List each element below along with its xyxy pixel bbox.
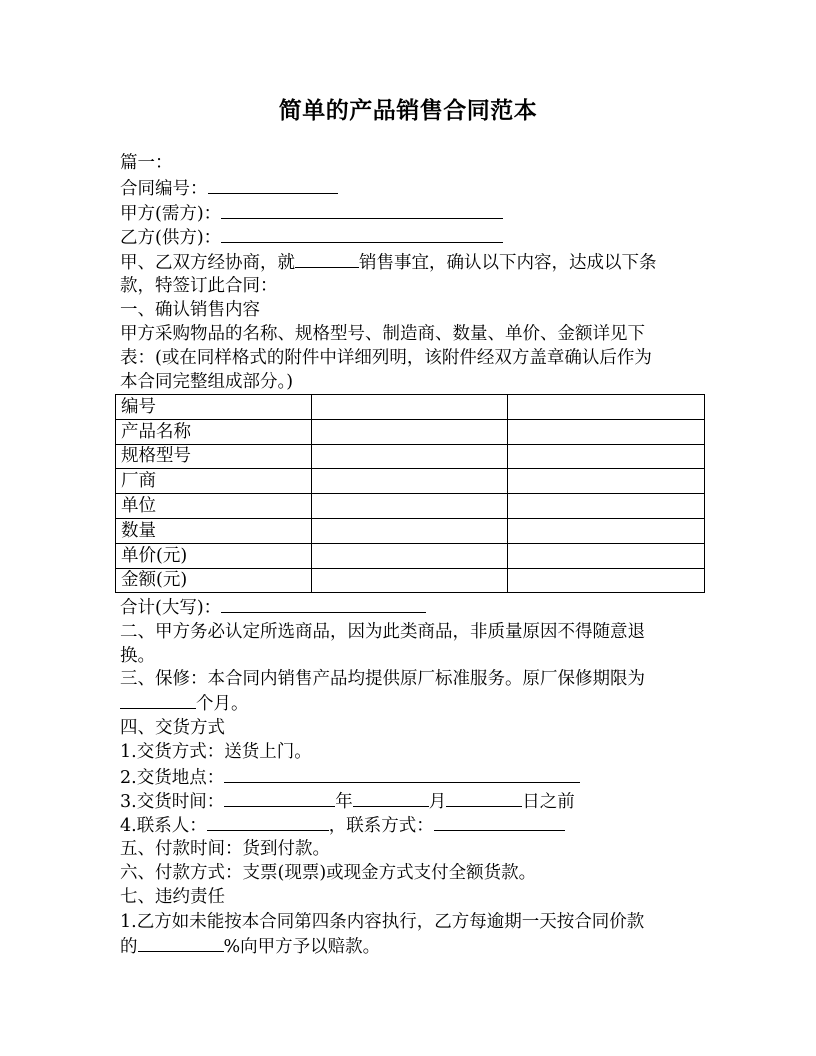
section7-prefix: 的: [120, 937, 138, 957]
row-label: 单价(元): [116, 543, 312, 568]
party-b-blank[interactable]: [221, 225, 503, 243]
section6-text: 六、付款方式：支票(现票)或现金方式支付全额货款。: [120, 863, 537, 883]
party-a-line: [120, 201, 503, 227]
table-cell[interactable]: [508, 518, 705, 543]
row-label: 编号: [116, 395, 312, 420]
total-label: 合计(大写)：: [120, 598, 222, 618]
section7-line-2: [120, 934, 380, 960]
table-cell[interactable]: [508, 444, 705, 469]
section3-text-1: 三、保修：本合同内销售产品均提供原厂标准服务。原厂保修期限为: [120, 669, 645, 689]
table-row: [116, 444, 705, 469]
table-cell[interactable]: [312, 568, 508, 593]
table-cell[interactable]: [312, 543, 508, 568]
table-row: [116, 494, 705, 519]
contact-person-blank[interactable]: [207, 813, 329, 831]
product-blank[interactable]: [295, 250, 359, 268]
row-label: 产品名称: [116, 419, 312, 444]
contract-number-blank[interactable]: [208, 176, 338, 194]
section7-text-1: 1.乙方如未能按本合同第四条内容执行，乙方每逾期一天按合同价款: [120, 912, 645, 932]
section2-text-1: 二、甲方务必认定所选商品，因为此类商品，非质量原因不得随意退: [120, 622, 645, 642]
total-line: [120, 595, 426, 621]
day-label: 日之前: [522, 792, 575, 812]
section7-suffix: %向甲方予以赔款。: [223, 937, 381, 957]
table-row: [116, 543, 705, 568]
section2-text-2: 换。: [120, 646, 155, 666]
contact-method-label: ，联系方式：: [328, 816, 434, 836]
section3-line-2: [120, 691, 249, 717]
table-cell[interactable]: [312, 518, 508, 543]
table-row: [116, 419, 705, 444]
table-row: [116, 518, 705, 543]
section1-heading: 一、确认销售内容: [120, 300, 260, 320]
year-label: 年: [335, 792, 353, 812]
table-row: [116, 395, 705, 420]
document-title: 简单的产品销售合同范本: [278, 97, 538, 124]
table-cell[interactable]: [508, 469, 705, 494]
row-label: 金额(元): [116, 568, 312, 593]
section1-text-2: 表：(或在同样格式的附件中详细列明，该附件经双方盖章确认后作为: [120, 348, 652, 368]
delivery-location-blank[interactable]: [224, 765, 580, 783]
contact-line: [120, 813, 565, 839]
section-label: 篇一：: [120, 153, 173, 173]
table-cell[interactable]: [508, 568, 705, 593]
contact-method-blank[interactable]: [434, 813, 565, 831]
preamble-line-2: 款，特签订此合同：: [120, 276, 278, 296]
table-cell[interactable]: [508, 543, 705, 568]
contract-number-label: 合同编号：: [120, 179, 208, 199]
delivery-time-label: 3.交货时间：: [120, 792, 225, 812]
row-label: 单位: [116, 494, 312, 519]
penalty-percent-blank[interactable]: [138, 934, 224, 952]
table-cell[interactable]: [312, 419, 508, 444]
table-cell[interactable]: [508, 494, 705, 519]
section1-text-3: 本合同完整组成部分。): [120, 372, 294, 392]
section7-heading: 七、违约责任: [120, 887, 225, 907]
year-blank[interactable]: [224, 789, 335, 807]
section3-suffix: 个月。: [196, 694, 249, 714]
table-cell[interactable]: [508, 395, 705, 420]
row-label: 数量: [116, 518, 312, 543]
row-label: 厂商: [116, 469, 312, 494]
delivery-location-label: 2.交货地点：: [120, 768, 225, 788]
total-blank[interactable]: [221, 595, 426, 613]
delivery-time-line: [120, 789, 575, 815]
party-b-label: 乙方(供方)：: [120, 228, 222, 248]
preamble-text-a: 甲、乙双方经协商，就: [120, 253, 295, 273]
preamble-text-b: 销售事宜，确认以下内容，达成以下条: [359, 253, 657, 273]
preamble-line-1: [120, 250, 657, 276]
table-cell[interactable]: [508, 419, 705, 444]
table-row: [116, 469, 705, 494]
contact-label: 4.联系人：: [120, 816, 207, 836]
table-cell[interactable]: [312, 494, 508, 519]
row-label: 规格型号: [116, 444, 312, 469]
section1-text-1: 甲方采购物品的名称、规格型号、制造商、数量、单价、金额详见下: [120, 324, 645, 344]
day-blank[interactable]: [446, 789, 522, 807]
month-blank[interactable]: [353, 789, 429, 807]
table-cell[interactable]: [312, 469, 508, 494]
delivery-location-line: [120, 765, 580, 791]
party-b-line: [120, 225, 503, 251]
table-row: [116, 568, 705, 593]
delivery-method: 1.交货方式：送货上门。: [120, 742, 312, 762]
party-a-blank[interactable]: [221, 201, 503, 219]
section4-heading: 四、交货方式: [120, 718, 225, 738]
table-cell[interactable]: [312, 444, 508, 469]
warranty-months-blank[interactable]: [120, 691, 196, 709]
month-label: 月: [428, 792, 447, 812]
table-cell[interactable]: [312, 395, 508, 420]
party-a-label: 甲方(需方)：: [120, 204, 222, 224]
product-table: [115, 394, 705, 593]
section5-text: 五、付款时间：货到付款。: [120, 839, 330, 859]
contract-number-line: [120, 176, 338, 202]
